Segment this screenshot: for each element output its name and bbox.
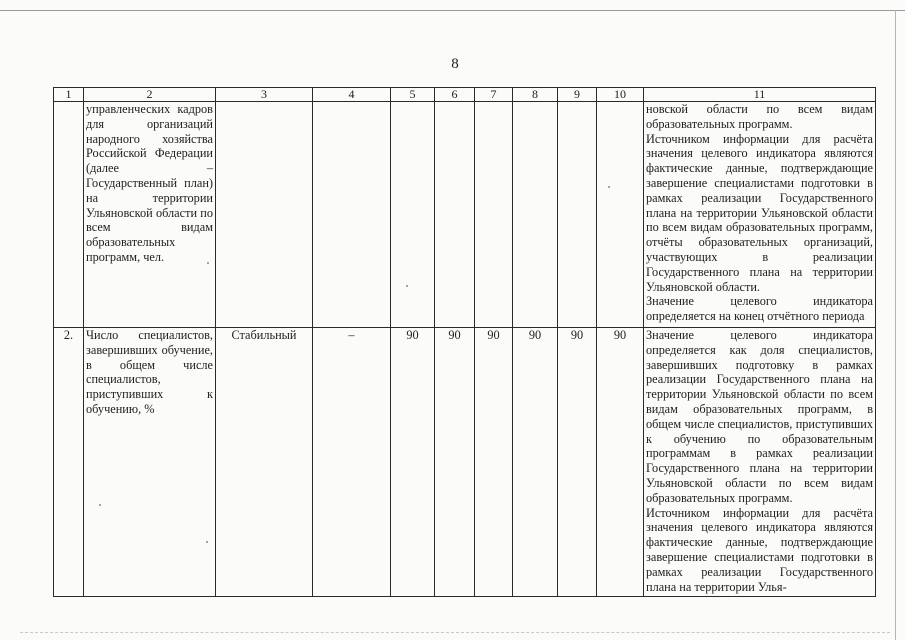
header-cell: 6	[435, 88, 475, 102]
header-cell: 8	[513, 88, 558, 102]
base-value-cell	[313, 102, 391, 328]
value-cell	[391, 102, 435, 328]
method-paragraph: Источником информации для расчёта значения целевого индикатора являются фактические данные, подтверждающие завершение специалистами подготовки в рамках реализации Государственного плана на территории Улья-	[646, 505, 873, 594]
indicator-name: управленческих кадров для организаций народного хозяйства Российской Федерации (далее – Государственный план) на территории Ульяновской области по всем видам образовательных программ, чел.	[84, 102, 216, 328]
scan-speck	[207, 262, 209, 264]
trend-cell: Стабильный	[216, 328, 313, 597]
row-number	[54, 102, 84, 328]
page-edge-right	[895, 10, 896, 640]
value-cell	[475, 102, 513, 328]
method-cell	[644, 102, 876, 328]
scan-speck	[608, 186, 610, 188]
method-cell	[644, 328, 876, 597]
value-cell: 90	[597, 328, 644, 597]
header-cell: 4	[313, 88, 391, 102]
scan-bottom-edge	[20, 632, 890, 633]
value-cell: 90	[558, 328, 597, 597]
value-cell	[597, 102, 644, 328]
value-cell: 90	[435, 328, 475, 597]
scan-speck	[99, 504, 101, 506]
base-value-cell: –	[313, 328, 391, 597]
indicator-name: Число специалистов, завершивших обучение, в общем числе специалистов, приступивших к обучению, %	[84, 328, 216, 597]
header-cell: 1	[54, 88, 84, 102]
value-cell	[513, 102, 558, 328]
header-cell: 10	[597, 88, 644, 102]
indicator-table	[53, 87, 876, 597]
header-cell: 9	[558, 88, 597, 102]
page-edge-top	[0, 10, 905, 11]
page-number: 8	[451, 56, 459, 72]
method-paragraph: Значение целевого индикатора определяется на конец отчётного периода	[646, 294, 873, 324]
scan-speck	[206, 541, 208, 543]
header-cell: 5	[391, 88, 435, 102]
table-row	[54, 328, 876, 597]
header-cell: 11	[644, 88, 876, 102]
value-cell	[558, 102, 597, 328]
header-cell: 3	[216, 88, 313, 102]
header-cell: 2	[84, 88, 216, 102]
header-cell: 7	[475, 88, 513, 102]
table-row	[54, 102, 876, 328]
trend-cell	[216, 102, 313, 328]
method-paragraph: новской области по всем видам образовательных программ.	[646, 102, 873, 131]
column-number-row	[54, 88, 876, 102]
scan-speck	[406, 285, 408, 287]
value-cell: 90	[391, 328, 435, 597]
value-cell: 90	[513, 328, 558, 597]
method-paragraph: Источником информации для расчёта значения целевого индикатора являются фактические данные, подтверждающие завершение специалистами подготовки в рамках реализации Государственного плана на территории Ульяновской области по всем видам образовательных программ, отчёты образовательных организаций, участвующих в реализации Государственного плана на территории Ульяновской области.	[646, 131, 873, 294]
value-cell: 90	[475, 328, 513, 597]
row-number: 2.	[54, 328, 84, 597]
method-paragraph: Значение целевого индикатора определяется как доля специалистов, завершивших подготовку в рамках реализации Государственного плана на территории Ульяновской области по всем видам образовательных программ, в общем числе специалистов, приступивших к обучению по образовательным программам в рамках реализации Государственного плана на территории Ульяновской области по всем видам образовательных программ.	[646, 328, 873, 505]
value-cell	[435, 102, 475, 328]
